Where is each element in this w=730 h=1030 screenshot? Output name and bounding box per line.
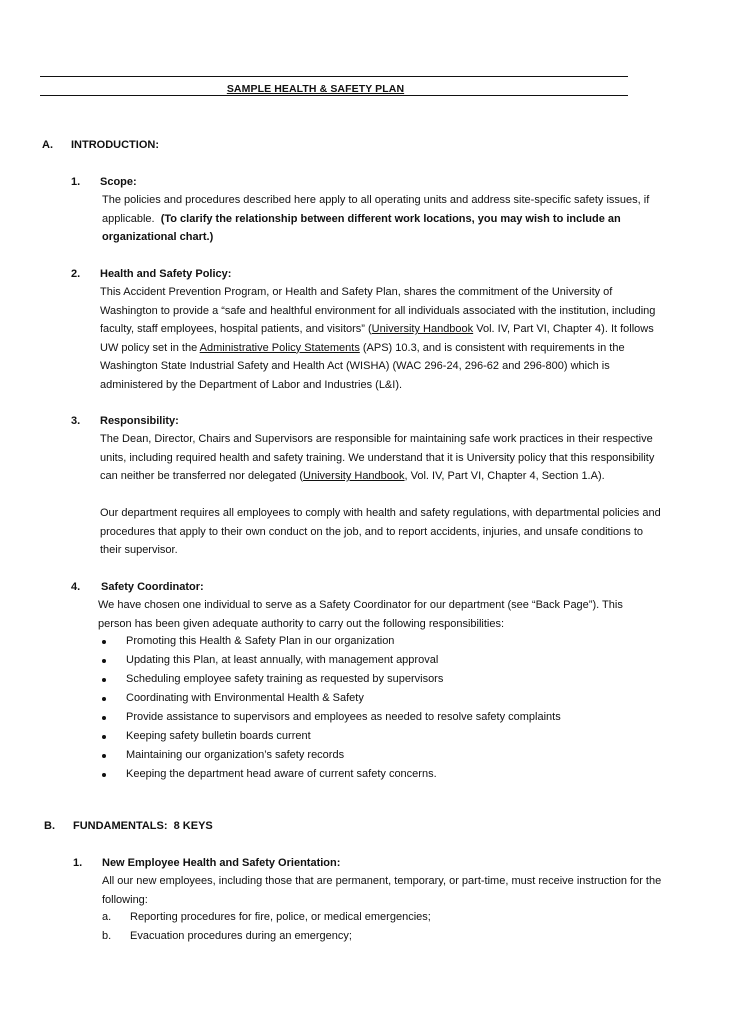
scope-paragraph xyxy=(102,191,649,247)
policy-line-4-tail: (APS) 10.3, and is consistent with requirements in the xyxy=(359,341,625,354)
responsibility-line-1: The Dean, Director, Chairs and Supervisors are responsible for maintaining safe work practices in their respective xyxy=(100,433,653,445)
bullet-icon xyxy=(102,754,106,758)
item-a3-title: Responsibility: xyxy=(100,415,179,427)
list-item-text: Reporting procedures for fire, police, or medical emergencies; xyxy=(130,911,431,923)
administrative-policy-statements-link[interactable]: Administrative Policy Statements xyxy=(199,341,360,354)
bullet-icon xyxy=(102,716,106,720)
policy-line-3-text: faculty, staff employees, hospital patients, and visitors” ( xyxy=(100,323,372,336)
scope-note: (To clarify the relationship between different work locations, you may wish to include an xyxy=(160,212,621,225)
scope-line-1: The policies and procedures described here apply to all operating units and address site-specific safety issues, if xyxy=(102,194,650,206)
policy-line-1: This Accident Prevention Program, or Health and Safety Plan, shares the commitment of the University of xyxy=(100,286,613,298)
bullet-icon xyxy=(102,697,106,701)
responsibility-line-3 xyxy=(100,467,654,486)
list-item-text: Evacuation procedures during an emergency; xyxy=(130,930,352,942)
orientation-line-2: following: xyxy=(102,893,148,906)
scope-line-3: organizational chart.) xyxy=(102,231,214,244)
department-line-2: procedures that apply to their own conduct on the job, and to report accidents, injuries, and unsafe conditions to xyxy=(100,525,644,538)
section-b-title: FUNDAMENTALS: 8 KEYS xyxy=(73,820,213,832)
document-title: SAMPLE HEALTH & SAFETY PLAN xyxy=(226,83,405,95)
section-a-title: INTRODUCTION: xyxy=(71,139,159,151)
list-item-text: Promoting this Health & Safety Plan in our organization xyxy=(126,635,395,647)
bullet-icon xyxy=(102,773,106,777)
list-item-text: Provide assistance to supervisors and employees as needed to resolve safety complaints xyxy=(126,711,561,723)
policy-line-3-tail: Vol. IV, Part VI, Chapter 4). It follows xyxy=(473,323,654,336)
item-a3-number: 3. xyxy=(71,415,81,427)
department-line-1: Our department requires all employees to comply with health and safety regulations, with departmental policies and xyxy=(100,507,661,519)
policy-line-5: Washington State Industrial Safety and Health Act (WISHA) (WAC 296-24, 296-62 and 296-800) which is xyxy=(100,360,610,373)
university-handbook-link-2[interactable]: University Handbook xyxy=(303,470,405,483)
item-a2-title: Health and Safety Policy: xyxy=(100,268,232,280)
policy-line-4-text: UW policy set in the xyxy=(100,341,200,354)
list-item-text: Keeping the department head aware of current safety concerns. xyxy=(126,768,437,780)
list-item-text: Keeping safety bulletin boards current xyxy=(126,730,311,742)
bullet-icon xyxy=(102,678,106,682)
list-marker: b. xyxy=(102,930,112,942)
bullet-icon xyxy=(102,735,106,739)
orientation-paragraph xyxy=(102,872,661,909)
coordinator-paragraph xyxy=(98,596,623,633)
policy-line-2: Washington to provide a “safe and healthful environment for all individuals associated with the institution, including xyxy=(100,304,656,317)
item-b1-title: New Employee Health and Safety Orientation: xyxy=(102,857,341,869)
item-b1-number: 1. xyxy=(73,857,83,869)
title-top-rule xyxy=(40,76,628,77)
section-b-letter: B. xyxy=(44,820,55,832)
department-line-3: their supervisor. xyxy=(100,544,178,557)
orientation-line-1: All our new employees, including those that are permanent, temporary, or part-time, must receive instruction for the xyxy=(102,875,662,887)
item-a4-title: Safety Coordinator: xyxy=(101,581,204,593)
responsibility-line-2: units, including required health and safety training. We understand that it is University policy that this responsibility xyxy=(100,451,655,464)
university-handbook-link[interactable]: University Handbook xyxy=(371,323,474,336)
list-item-text: Coordinating with Environmental Health & Safety xyxy=(126,692,364,704)
list-item-text: Maintaining our organization’s safety records xyxy=(126,749,345,761)
coordinator-line-1: We have chosen one individual to serve as a Safety Coordinator for our department (see “Back Page”). This xyxy=(98,599,623,611)
scope-text: applicable. xyxy=(102,212,155,225)
list-marker: a. xyxy=(102,911,112,923)
bullet-icon xyxy=(102,659,106,663)
section-a-letter: A. xyxy=(42,139,53,151)
item-a1-number: 1. xyxy=(71,176,81,188)
department-paragraph xyxy=(100,504,661,560)
bullet-icon xyxy=(102,640,106,644)
policy-paragraph xyxy=(100,283,655,395)
list-item-text: Scheduling employee safety training as requested by supervisors xyxy=(126,673,444,685)
responsibility-paragraph xyxy=(100,430,654,486)
item-a1-title: Scope: xyxy=(100,176,137,188)
policy-line-3 xyxy=(100,320,655,339)
responsibility-line-3-tail: , Vol. IV, Part VI, Chapter 4, Section 1.A). xyxy=(404,470,605,483)
coordinator-line-2: person has been given adequate authority to carry out the following responsibilities: xyxy=(98,617,505,630)
policy-line-6: administered by the Department of Labor and Industries (L&I). xyxy=(100,378,403,391)
list-item-text: Updating this Plan, at least annually, with management approval xyxy=(126,654,439,666)
responsibility-line-3-text: can neither be transferred nor delegated ( xyxy=(100,470,304,483)
item-a2-number: 2. xyxy=(71,268,81,280)
item-a4-number: 4. xyxy=(71,581,81,593)
title-bottom-rule xyxy=(40,95,628,96)
scope-line-2 xyxy=(102,210,649,229)
policy-line-4 xyxy=(100,339,655,358)
